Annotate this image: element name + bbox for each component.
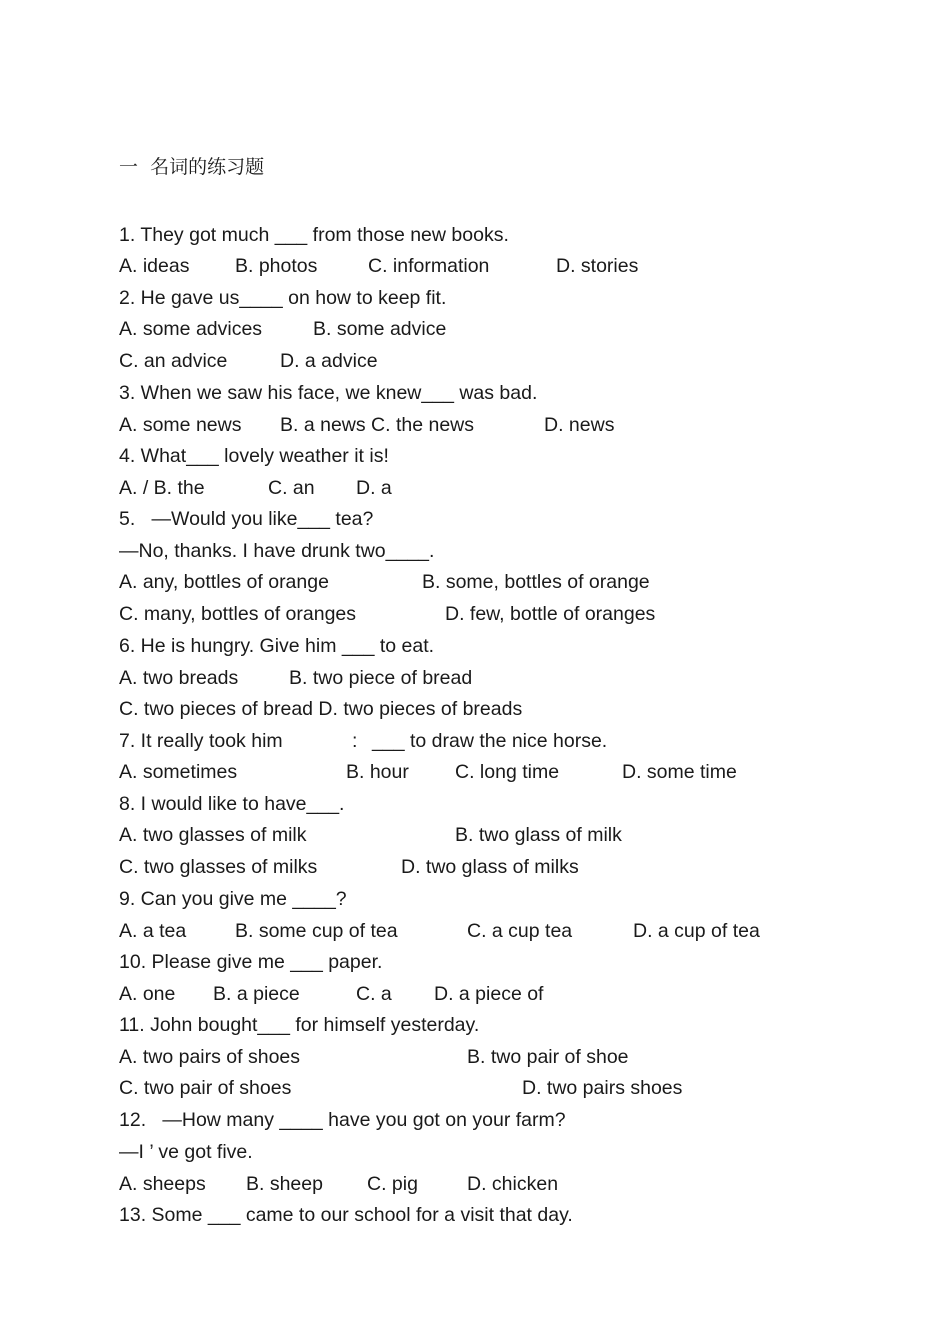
- option[interactable]: B. some cup of tea: [235, 920, 398, 942]
- option[interactable]: D. some time: [622, 761, 737, 783]
- option[interactable]: B. photos: [235, 255, 318, 277]
- option[interactable]: A. sometimes: [119, 761, 238, 783]
- option[interactable]: A. ideas: [119, 255, 190, 277]
- option[interactable]: B. two glass of milk: [455, 824, 622, 846]
- option[interactable]: B. two piece of bread: [289, 667, 473, 689]
- section-number: 一: [119, 156, 139, 178]
- option[interactable]: C. a: [356, 983, 392, 1005]
- option[interactable]: C. a cup tea: [467, 920, 573, 942]
- option[interactable]: C. two pair of shoes: [119, 1077, 292, 1099]
- option[interactable]: D. stories: [556, 255, 639, 277]
- option[interactable]: A. sheeps: [119, 1173, 206, 1195]
- option[interactable]: D. news: [544, 414, 615, 436]
- option[interactable]: B. hour: [346, 761, 409, 783]
- option[interactable]: D. chicken: [467, 1173, 559, 1195]
- option[interactable]: A. one: [119, 983, 176, 1005]
- option[interactable]: A. a tea: [119, 920, 187, 942]
- option[interactable]: D. a advice: [280, 350, 378, 372]
- option[interactable]: C. two pieces of bread D. two pieces of breads: [119, 698, 523, 720]
- option[interactable]: B. a news C. the news: [280, 414, 475, 436]
- option[interactable]: D. a cup of tea: [633, 920, 760, 942]
- option[interactable]: A. two breads: [119, 667, 239, 689]
- option[interactable]: B. some, bottles of orange: [422, 571, 650, 593]
- option[interactable]: A. any, bottles of orange: [119, 571, 329, 593]
- option[interactable]: A. / B. the: [119, 477, 205, 499]
- option[interactable]: C. an advice: [119, 350, 228, 372]
- worksheet-page: 一 名词的练习题 1. They got much ___ from those new books. A. ideas B. photos C. information D. stories 2. He gave us____ on how to keep fit. A. some advices B. some advice C. an advice D. a advice 3. When we saw his face, we knew___ was bad. A. some news B. a news C. the news D. news 4. What___ lovely weather it is! A. / B. the C. an D. a 5. —Would you like___ tea? —No, thanks. I have drunk two____. A. any, bottles of orange B. some, bottles of orange C. many, bottles of oranges D. few, bottle of oranges 6. He is hungry. Give him ___ to eat. A. two breads B. two piece of bread C. two pieces of bread D. two pieces of breads 7. It really took him : ___ to draw the nice horse. A. sometimes B. hour C. long time D. some time 8. I would like to have___. A. two glasses of milk B. two glass of milk C. two glasses of milks D. two glass of milks 9. Can you give me ____? A. a tea B. some cup of tea C. a cup tea D. a cup of tea 10. Please give me ___ paper. A. one B. a piece C. a D. a piece of 11. John bought___ for himself yesterday. A. two pairs of shoes B. two pair of shoe C. two pair of shoes D. two pairs shoes 12. —How many ____ have you got on your farm? —I ’ ve got five. A. sheeps B. sheep C. pig D. chicken 13. Some ___ came to our school for a visit that day.: [119, 156, 760, 1226]
- option[interactable]: B. sheep: [246, 1173, 323, 1195]
- option[interactable]: D. few, bottle of oranges: [445, 603, 656, 625]
- section-title: 名词的练习题: [150, 156, 265, 178]
- option[interactable]: C. pig: [367, 1173, 418, 1195]
- option[interactable]: C. two glasses of milks: [119, 856, 318, 878]
- option[interactable]: D. a: [356, 477, 392, 499]
- option[interactable]: D. two pairs shoes: [522, 1077, 683, 1099]
- option[interactable]: D. a piece of: [434, 983, 544, 1005]
- section-heading: [119, 154, 264, 180]
- option[interactable]: A. two pairs of shoes: [119, 1046, 301, 1068]
- option[interactable]: C. an: [268, 477, 315, 499]
- option[interactable]: B. two pair of shoe: [467, 1046, 629, 1068]
- option[interactable]: D. two glass of milks: [401, 856, 579, 878]
- option[interactable]: C. information: [368, 255, 490, 277]
- option[interactable]: C. many, bottles of oranges: [119, 603, 357, 625]
- option[interactable]: A. two glasses of milk: [119, 824, 307, 846]
- option[interactable]: A. some advices: [119, 318, 263, 340]
- option[interactable]: C. long time: [455, 761, 560, 783]
- option[interactable]: B. a piece: [213, 983, 300, 1005]
- option[interactable]: A. some news: [119, 414, 242, 436]
- option[interactable]: B. some advice: [313, 318, 447, 340]
